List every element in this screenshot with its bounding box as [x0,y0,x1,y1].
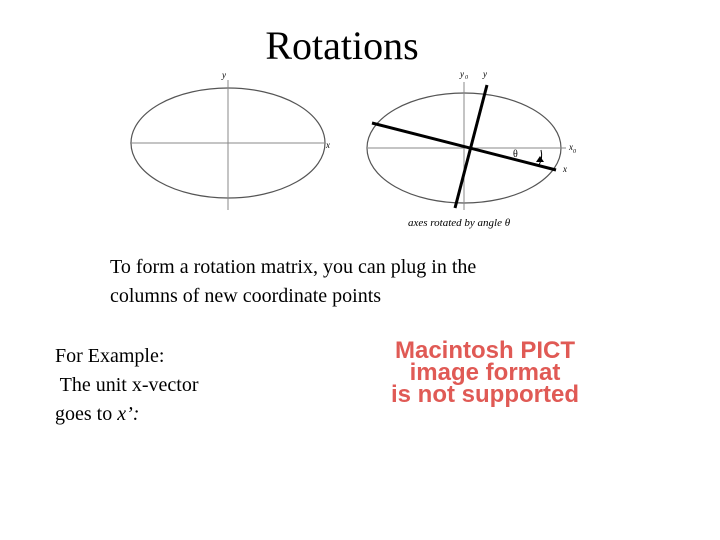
example-line-2: The unit x-vector [55,374,199,396]
right-x-label: x [563,164,567,174]
theta-label: θ [513,149,518,160]
right-y-label: y [483,69,487,79]
left-axes-diagram [130,70,330,210]
example-line-3-prefix: goes to [55,403,118,425]
right-x0-label: x [569,142,573,152]
slide-title: Rotations [265,23,419,68]
pict-line-2: image format [409,359,561,386]
left-y-label: y [222,70,226,80]
pict-unsupported-placeholder [335,337,635,408]
pict-line-1: Macintosh PICT [394,337,575,364]
right-x0-subscript: 0 [573,149,576,155]
right-axes-diagram [367,69,576,229]
body-line-2: columns of new coordinate points [110,285,382,307]
right-y0-label: y [460,69,464,79]
example-line-3 [55,400,275,429]
diagram-caption: axes rotated by angle θ [408,217,511,229]
body-line-1: To form a rotation matrix, you can plug in the [110,256,477,278]
left-x-label: x [326,140,330,150]
example-text [55,342,275,429]
x-prime-var: x’: [117,403,140,425]
pict-line-3: is not supported [391,381,579,408]
example-line-1: For Example: [55,345,165,367]
body-text [110,253,630,311]
rotation-diagrams [0,0,720,260]
right-y0-subscript: 0 [465,75,468,81]
angle-arrowhead [536,156,544,162]
